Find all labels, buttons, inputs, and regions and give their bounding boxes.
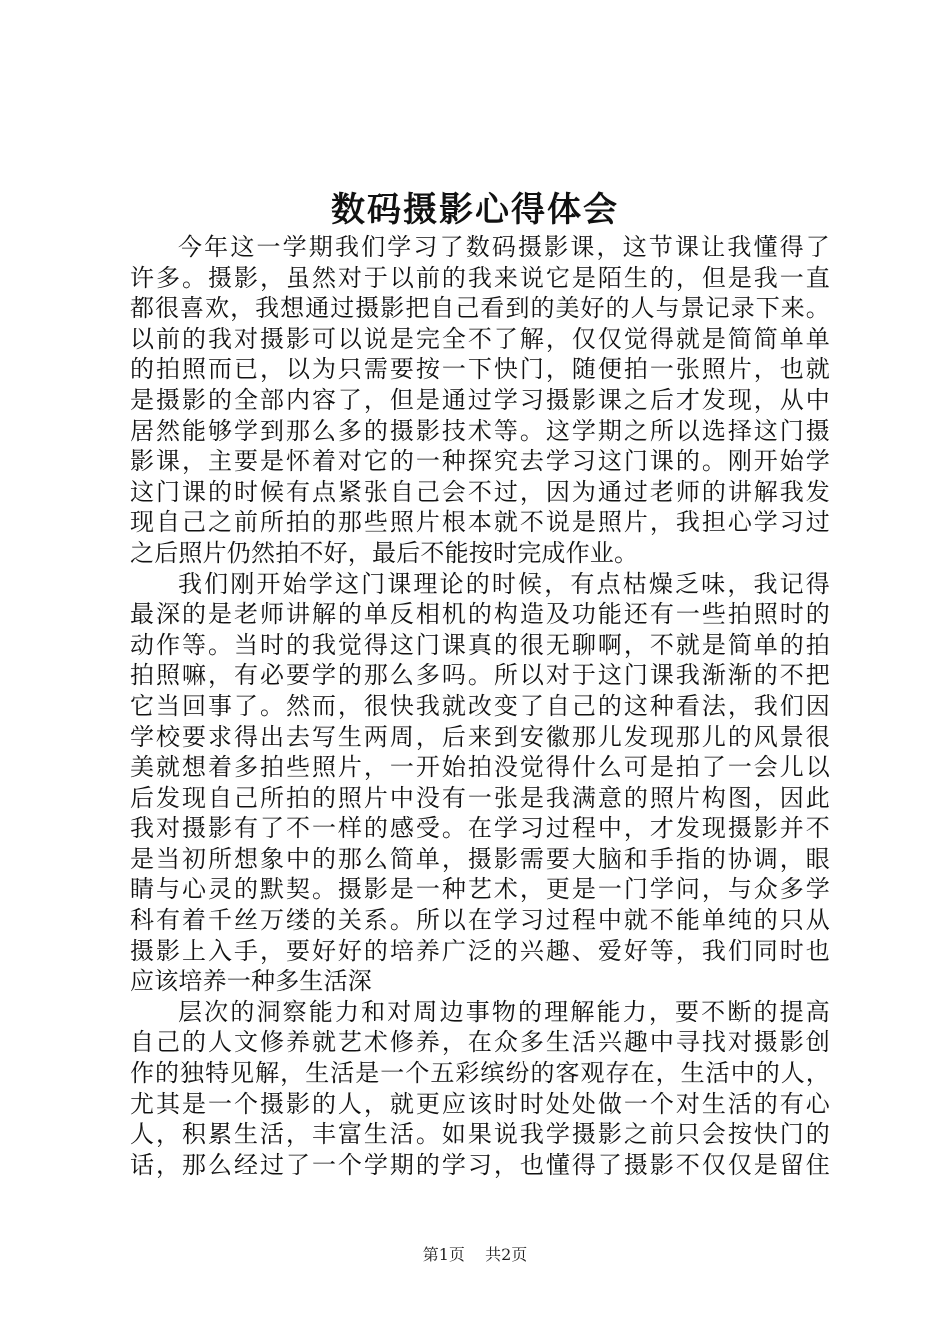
text-line: 影课，主要是怀着对它的一种探究去学习这门课的。刚开始学	[130, 447, 830, 476]
text-line: 作的独特见解，生活是一个五彩缤纷的客观存在，生活中的人，	[130, 1059, 830, 1088]
text-line: 美就想着多拍些照片，一开始拍没觉得什么可是拍了一会儿以	[130, 753, 830, 782]
text-line: 睛与心灵的默契。摄影是一种艺术，更是一门学问，与众多学	[130, 875, 830, 904]
document-title: 数码摄影心得体会	[331, 190, 619, 230]
paragraph-2	[130, 569, 830, 997]
text-line: 都很喜欢，我想通过摄影把自己看到的美好的人与景记录下来。	[130, 294, 830, 323]
text-line: 这门课的时候有点紧张自己会不过，因为通过老师的讲解我发	[130, 477, 830, 506]
text-line: 尤其是一个摄影的人，就更应该时时处处做一个对生活的有心	[130, 1089, 830, 1118]
paragraph-1	[130, 232, 830, 569]
text-line: 之后照片仍然拍不好，最后不能按时完成作业。	[130, 538, 639, 567]
paragraph-3	[130, 997, 830, 1181]
text-line: 今年这一学期我们学习了数码摄影课，这节课让我懂得了	[178, 233, 830, 261]
text-line: 应该培养一种多生活深	[130, 967, 372, 996]
page-number: 第1页	[422, 1245, 465, 1264]
text-line: 我对摄影有了不一样的感受。在学习过程中，才发现摄影并不	[130, 814, 830, 843]
text-line: 它当回事了。然而，很快我就改变了自己的这种看法，我们因	[130, 691, 830, 720]
text-line: 的拍照而已，以为只需要按一下快门，随便拍一张照片，也就	[130, 355, 830, 384]
text-line: 层次的洞察能力和对周边事物的理解能力，要不断的提高	[178, 997, 830, 1026]
text-line: 许多。摄影，虽然对于以前的我来说它是陌生的，但是我一直	[130, 263, 830, 292]
document-body	[130, 232, 830, 1180]
page-footer	[0, 1244, 950, 1266]
text-line: 现自己之前所拍的那些照片根本就不说是照片，我担心学习过	[130, 508, 830, 537]
text-line: 居然能够学到那么多的摄影技术等。这学期之所以选择这门摄	[130, 416, 830, 445]
text-line: 最深的是老师讲解的单反相机的构造及功能还有一些拍照时的	[130, 600, 830, 629]
text-line: 是摄影的全部内容了，但是通过学习摄影课之后才发现，从中	[130, 385, 830, 414]
text-line: 摄影上入手，要好好的培养广泛的兴趣、爱好等，我们同时也	[130, 936, 830, 965]
text-line: 话，那么经过了一个学期的学习，也懂得了摄影不仅仅是留住	[130, 1150, 830, 1179]
text-line: 动作等。当时的我觉得这门课真的很无聊啊，不就是简单的拍	[130, 630, 830, 659]
text-line: 人，积累生活，丰富生活。如果说我学摄影之前只会按快门的	[130, 1120, 830, 1149]
text-line: 拍照嘛，有必要学的那么多吗。所以对于这门课我渐渐的不把	[130, 661, 830, 690]
text-line: 以前的我对摄影可以说是完全不了解，仅仅觉得就是简简单单	[130, 324, 830, 353]
page-total: 共2页	[485, 1245, 528, 1264]
text-line: 学校要求得出去写生两周，后来到安徽那儿发现那儿的风景很	[130, 722, 830, 751]
text-line: 科有着千丝万缕的关系。所以在学习过程中就不能单纯的只从	[130, 906, 830, 935]
text-line: 我们刚开始学这门课理论的时候，有点枯燥乏味，我记得	[178, 569, 830, 598]
text-line: 自己的人文修养就艺术修养，在众多生活兴趣中寻找对摄影创	[130, 1028, 830, 1057]
text-line: 后发现自己所拍的照片中没有一张是我满意的照片构图，因此	[130, 783, 830, 812]
text-line: 是当初所想象中的那么简单，摄影需要大脑和手指的协调，眼	[130, 844, 830, 873]
